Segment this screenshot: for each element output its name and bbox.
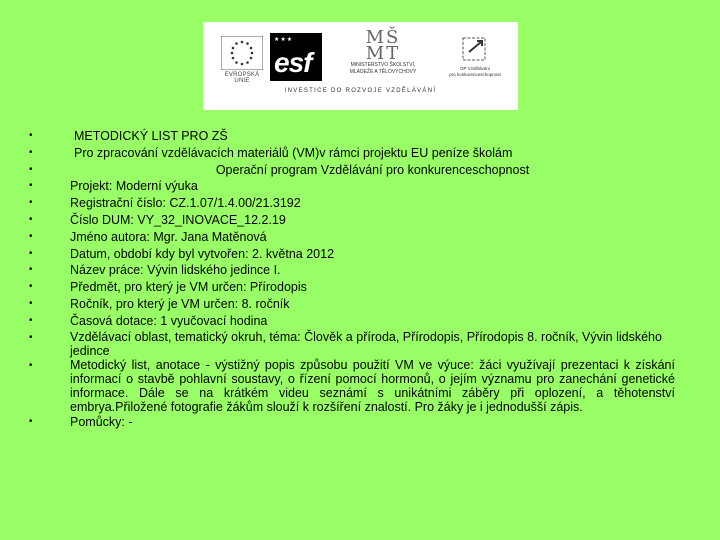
bullet: • xyxy=(29,213,33,225)
list-item-text xyxy=(70,358,675,414)
list-item xyxy=(25,195,675,212)
list-item xyxy=(25,296,675,313)
list-item xyxy=(25,414,675,431)
eu-caption: EVROPSKÁ UNIE xyxy=(224,72,260,84)
list-item-text: Datum, období kdy byl vytvořen: 2. května 2012 xyxy=(70,246,335,261)
list-item xyxy=(25,358,675,414)
list-item-value: : - xyxy=(121,414,133,429)
bullet: • xyxy=(29,130,33,141)
list-item-text: Jméno autora: Mgr. Jana Matěnová xyxy=(70,229,267,244)
bullet: • xyxy=(29,230,33,242)
metodicky-list xyxy=(25,128,675,430)
logo-banner xyxy=(203,22,518,110)
bullet: • xyxy=(29,331,33,343)
msmt-caption: MINISTERSTVO ŠKOLSTVÍ, MLÁDEŽE A TĚLOVÝCHOVY xyxy=(349,62,417,75)
list-item-label: Metodický list, anotace - výstižný popis způsobu použití VM ve výuce: xyxy=(70,357,474,372)
list-item xyxy=(25,313,675,330)
list-item-text: Operační program Vzdělávání pro konkurenceschopnost xyxy=(215,162,530,177)
bullet: • xyxy=(29,359,33,371)
op-caption: OP Vzdělávání pro konkurenceschopnost xyxy=(449,66,501,77)
list-item xyxy=(25,128,675,145)
bullet: • xyxy=(29,297,33,309)
list-item-text: Vzdělávací oblast, tematický okruh, téma: Člověk a příroda, Přírodopis, Přírodopis 8. ročník, Vývin lidského jedince xyxy=(70,329,662,358)
bullet: • xyxy=(29,197,33,209)
star-icon: ★★★ xyxy=(274,37,294,43)
list-item-text: Název práce: Vývin lidského jedince I. xyxy=(70,263,281,278)
list-item-text: Projekt: Moderní výuka xyxy=(70,179,198,194)
list-item-text xyxy=(70,414,675,431)
op-logo-icon xyxy=(457,34,491,64)
esf-logo-text: esf xyxy=(274,47,312,78)
bullet: • xyxy=(29,146,33,158)
list-item-label: Pomůcky xyxy=(70,414,122,429)
bullet: • xyxy=(29,163,33,175)
bullet: • xyxy=(29,415,33,427)
list-item xyxy=(25,279,675,296)
list-item xyxy=(25,178,675,195)
list-item-label: Časová dotace xyxy=(70,313,154,328)
eu-flag-icon xyxy=(221,36,263,70)
bullet: • xyxy=(29,180,33,192)
list-item-text: Číslo DUM: VY_32_INOVACE_12.2.19 xyxy=(70,212,286,227)
list-item xyxy=(25,262,675,279)
list-item xyxy=(25,162,675,179)
bullet: • xyxy=(29,281,33,293)
list-item xyxy=(25,212,675,229)
investice-tagline: INVESTICE DO ROZVOJE VZDĚLÁVÁNÍ xyxy=(284,88,437,94)
bullet: • xyxy=(29,247,33,259)
list-item-text: Ročník, pro který je VM určen: 8. ročník xyxy=(70,296,290,311)
list-item-text: Předmět, pro který je VM určen: Přírodopis xyxy=(70,280,307,295)
bullet: • xyxy=(29,264,33,276)
list-item xyxy=(25,145,675,162)
list-item-text: METODICKÝ LIST PRO ZŠ xyxy=(74,129,228,143)
bullet: • xyxy=(29,314,33,326)
list-item-text: Pro zpracování vzdělávacích materiálů (VM)v rámci projektu EU peníze školám xyxy=(74,145,513,160)
list-item-value: : 1 vyučovací hodina xyxy=(153,313,268,328)
list-item-value: žáci využívají prezentaci k získání informací o stavbě pohlavní soustavy, o řízení pomocí hormonů, o jejím významu pro zanechání genetické informace. Dále se na krátkém videu seznámí s unikátními záběry při oplození, a těhotenství embrya.Přiložené fotografie žákům slouží k rozšíření znalostí. Pro žáky je i jednodušší zápis. xyxy=(70,357,675,414)
list-item xyxy=(25,246,675,263)
list-item xyxy=(25,229,675,246)
list-item xyxy=(25,330,675,358)
msmt-logo: MŠ MT xyxy=(365,27,401,64)
list-item-text: Registrační číslo: CZ.1.07/1.4.00/21.3192 xyxy=(70,196,301,211)
esf-logo xyxy=(270,33,322,81)
list-item-text xyxy=(70,313,675,330)
